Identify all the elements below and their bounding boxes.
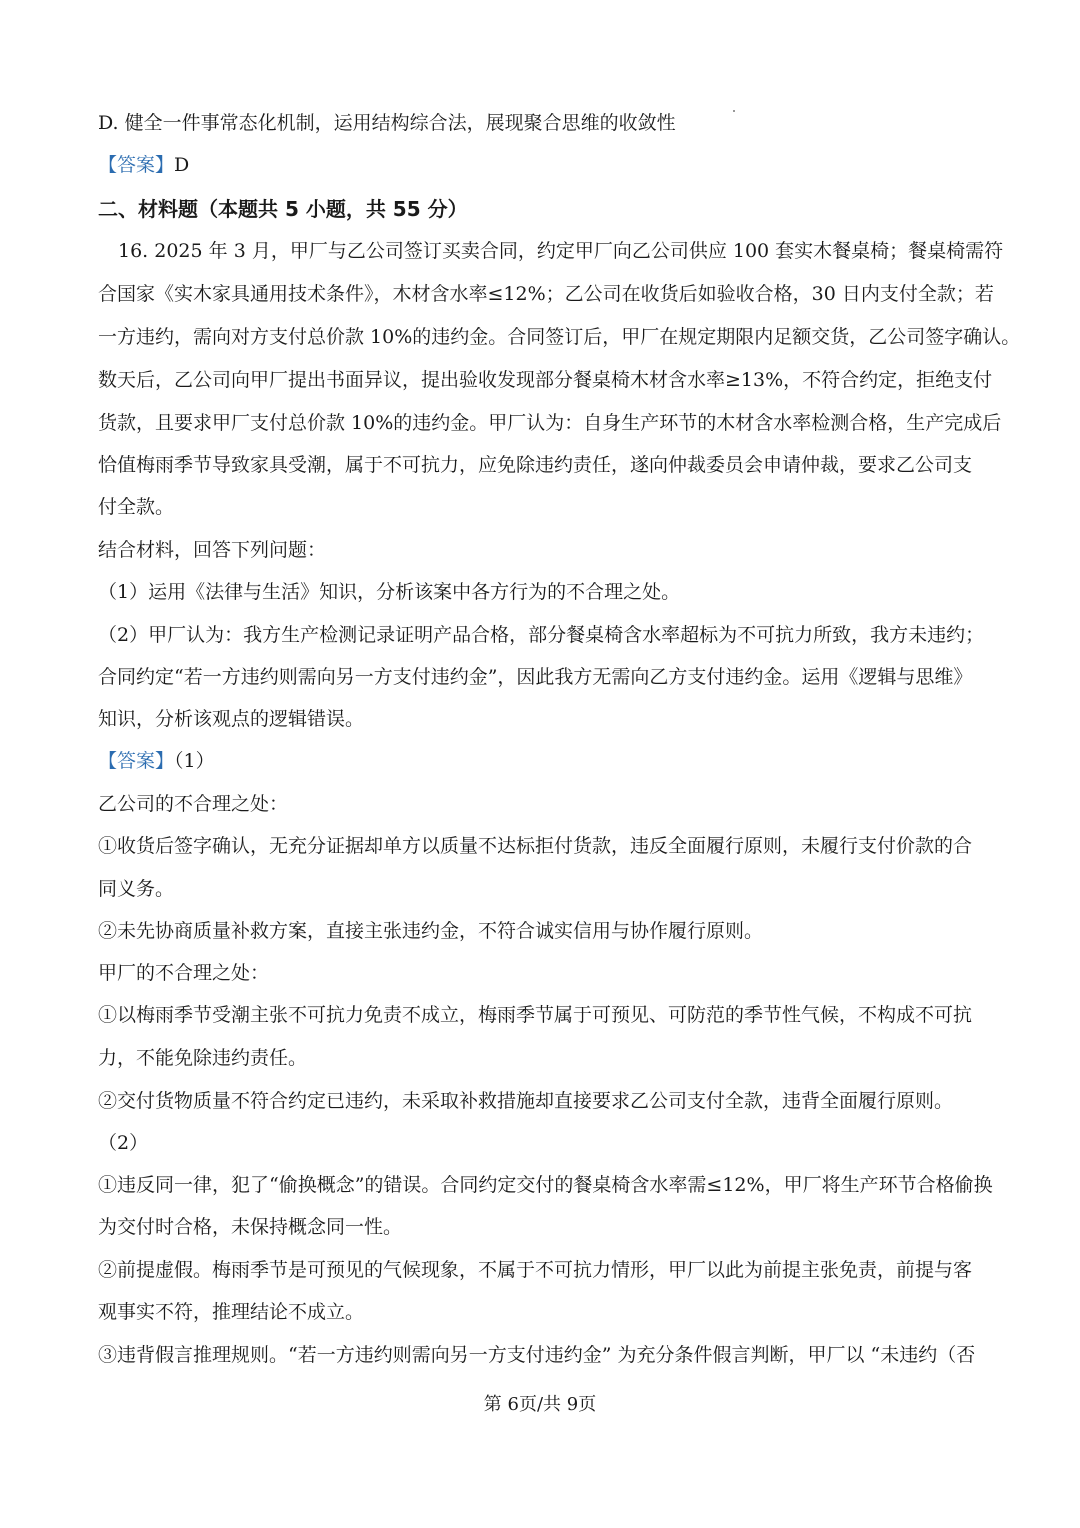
part2-point-1: 为交付时合格，未保持概念同一性。 [98,1216,403,1238]
prompt: 结合材料，回答下列问题： [98,539,327,561]
yi-heading: 乙公司的不合理之处： [98,793,289,815]
sub-question-2-line: 合同约定“若一方违约则需向另一方支付违约金”，因此我方无需向乙方支付违约金。运用《逻辑与思维》 [98,666,973,688]
q16-line: 付全款。 [98,496,175,518]
q16-line: 恰值梅雨季节导致家具受潮，属于不可抗力，应免除违约责任，遂向仲裁委员会申请仲裁，要求乙公司支 [98,454,973,476]
q16-line: 数天后，乙公司向甲厂提出书面异议，提出验收发现部分餐桌椅木材含水率≥13%，不符合约定，拒绝支付 [98,369,993,391]
answer-tag: 【答案】 [98,154,175,176]
q16-line: 合国家《实木家具通用技术条件》，木材含水率≤12%；乙公司在收货后如验收合格，30 日内支付全款；若 [98,283,994,305]
part-2-label: （2） [98,1132,149,1154]
section-title: 二、材料题（本题共 5 小题，共 55 分） [98,197,468,221]
answer-line-1 [98,152,988,178]
yi-point-1: ①收货后签字确认，无充分证据却单方以质量不达标拒付货款，违反全面履行原则，未履行支付价款的合 [98,835,973,857]
jia-point-2: ②交付货物质量不符合约定已违约，未采取补救措施却直接要求乙公司支付全款，违背全面履行原则。 [98,1090,954,1112]
q16-line: 一方违约，需向对方支付总价款 10%的违约金。合同签订后，甲厂在规定期限内足额交货，乙公司签字确认。 [98,326,1021,348]
part2-point-1: ①违反同一律，犯了“偷换概念”的错误。合同约定交付的餐桌椅含水率需≤12%，甲厂将生产环节合格偷换 [98,1174,993,1196]
yi-point-2: ②未先协商质量补救方案，直接主张违约金，不符合诚实信用与协作履行原则。 [98,920,764,942]
answer-value: D [174,154,190,176]
answer-part-label: （1） [174,750,215,772]
part2-point-2: ②前提虚假。梅雨季节是可预见的气候现象，不属于不可抗力情形，甲厂以此为前提主张免责，前提与客 [98,1259,973,1281]
sub-question-2-line: 知识，分析该观点的逻辑错误。 [98,708,365,730]
jia-point-1: ①以梅雨季节受潮主张不可抗力免责不成立，梅雨季节属于可预见、可防范的季节性气候，不构成不可抗 [98,1004,973,1026]
yi-point-1: 同义务。 [98,878,175,900]
q16-line: 16. 2025 年 3 月，甲厂与乙公司签订买卖合同，约定甲厂向乙公司供应 100 套实木餐桌椅；餐桌椅需符 [118,240,1004,262]
answer-tag: 【答案】 [98,750,175,772]
part2-point-2: 观事实不符，推理结论不成立。 [98,1301,365,1323]
part2-point-3: ③违背假言推理规则。“若一方违约则需向另一方支付违约金” 为充分条件假言判断，甲厂以 “未违约（否 [98,1344,976,1366]
option-d: D. 健全一件事常态化机制，运用结构综合法，展现聚合思维的收敛性 [98,112,676,134]
jia-point-1: 力，不能免除违约责任。 [98,1047,308,1069]
sub-question-2-line: （2）甲厂认为：我方生产检测记录证明产品合格，部分餐桌椅含水率超标为不可抗力所致，我方未违约； [98,624,985,646]
jia-heading: 甲厂的不合理之处： [98,962,270,984]
answer-line-2 [98,748,988,774]
sub-question-1: （1）运用《法律与生活》知识，分析该案中各方行为的不合理之处。 [98,581,681,603]
page-footer: 第 6页/共 9页 [483,1394,597,1415]
q16-line: 货款，且要求甲厂支付总价款 10%的违约金。甲厂认为：自身生产环节的木材含水率检测合格，生产完成后 [98,412,1002,434]
